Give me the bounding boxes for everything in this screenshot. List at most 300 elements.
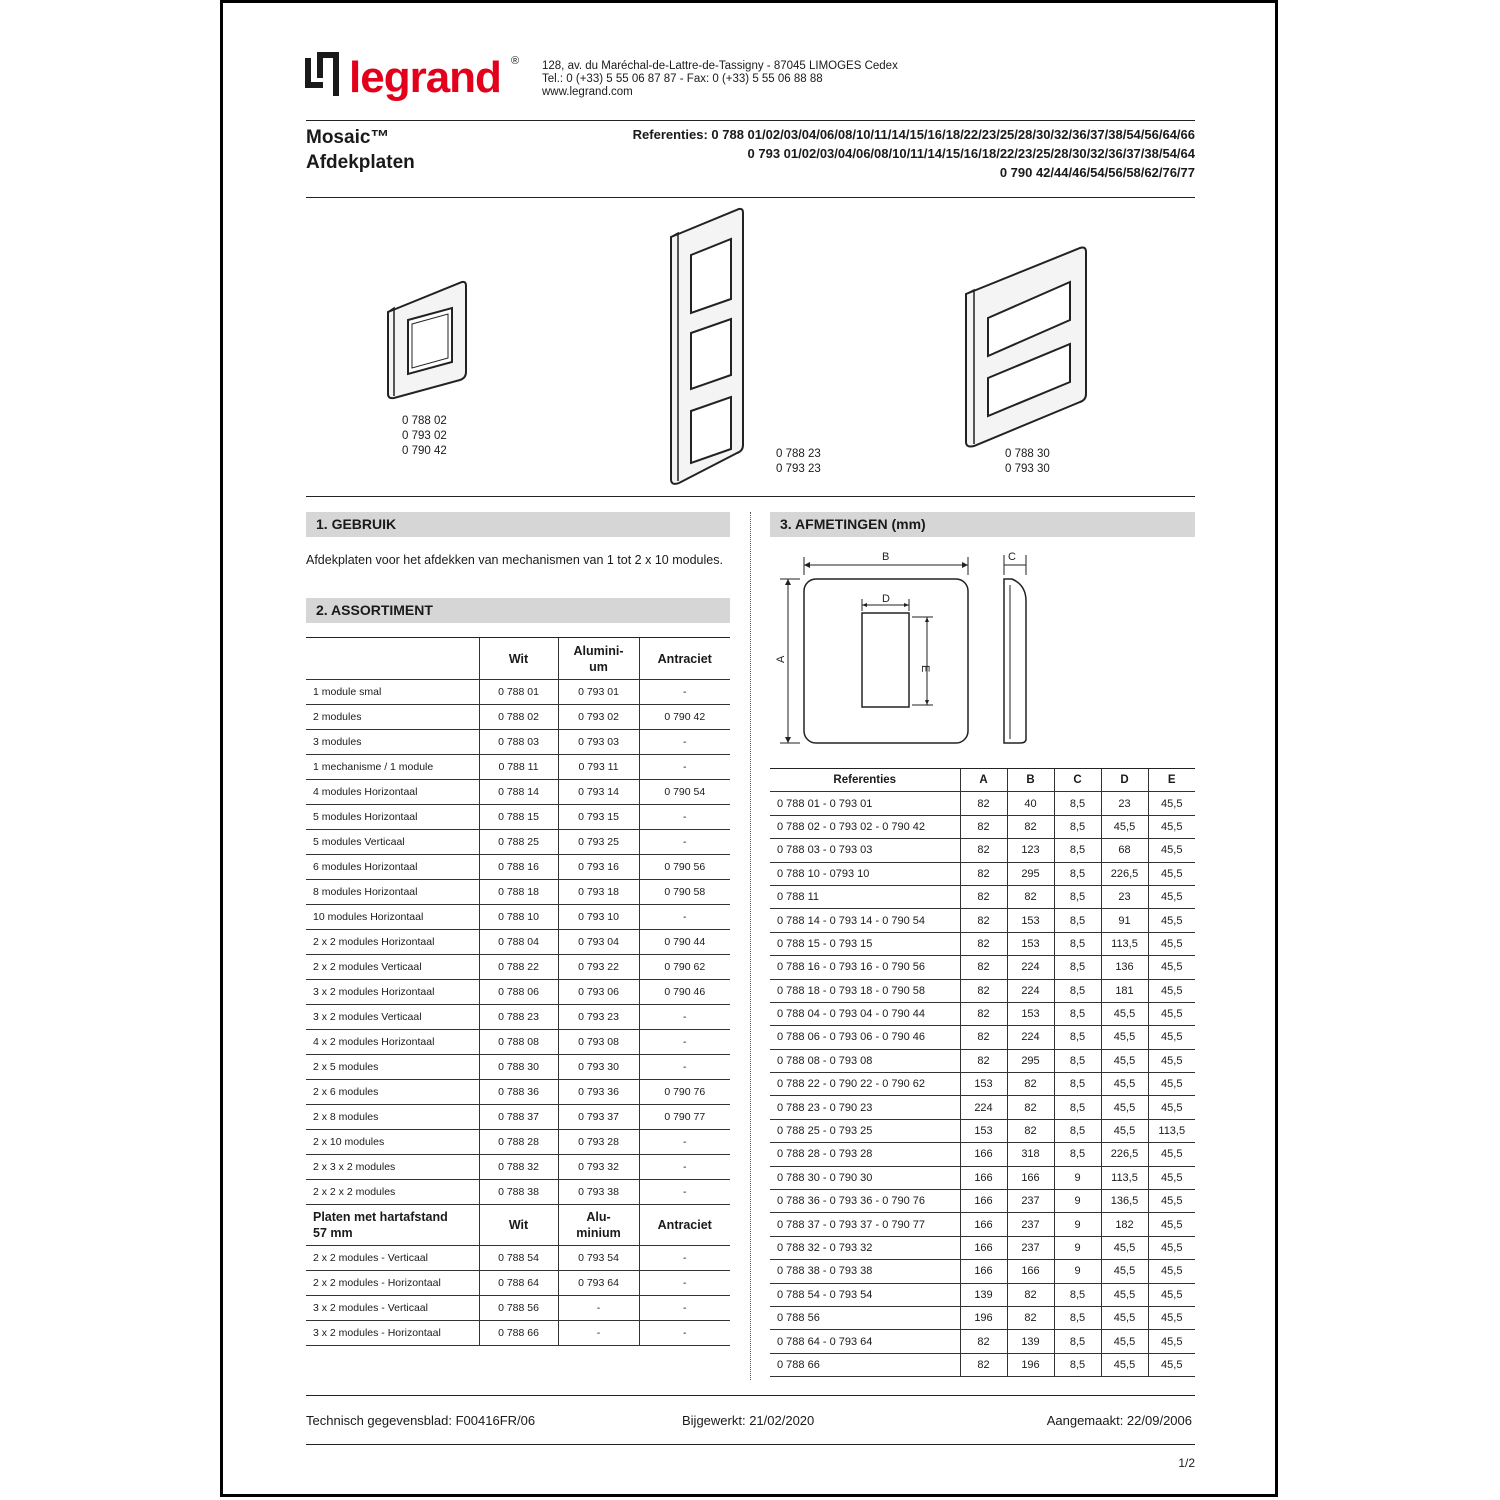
value-cell: 0 793 38 bbox=[558, 1180, 639, 1205]
value-cell: 136,5 bbox=[1101, 1190, 1148, 1213]
row-label-cell: 2 x 10 modules bbox=[306, 1130, 479, 1155]
value-cell: 45,5 bbox=[1101, 1260, 1148, 1283]
table-row bbox=[306, 1080, 730, 1105]
value-cell: 0 793 36 bbox=[558, 1080, 639, 1105]
row-label-cell: 0 788 23 - 0 790 23 bbox=[770, 1096, 960, 1119]
column-header-label: Alu-minium bbox=[576, 1210, 621, 1240]
value-cell: 45,5 bbox=[1148, 839, 1195, 862]
plate-2x5-image bbox=[962, 244, 1090, 450]
value-cell: 45,5 bbox=[1148, 1260, 1195, 1283]
value-cell: 166 bbox=[960, 1260, 1007, 1283]
row-label-cell: 2 x 2 modules Verticaal bbox=[306, 955, 479, 980]
value-cell: 166 bbox=[960, 1143, 1007, 1166]
value-cell: 82 bbox=[1007, 1283, 1054, 1306]
value-cell: 9 bbox=[1054, 1166, 1101, 1189]
row-label-cell: 2 x 2 modules - Verticaal bbox=[306, 1246, 479, 1271]
table-row bbox=[770, 1002, 1195, 1025]
value-cell: 0 793 08 bbox=[558, 1030, 639, 1055]
row-label-cell: 4 modules Horizontaal bbox=[306, 780, 479, 805]
table-row bbox=[306, 1030, 730, 1055]
value-cell: 82 bbox=[960, 862, 1007, 885]
row-label-cell: 3 x 2 modules Horizontaal bbox=[306, 980, 479, 1005]
value-cell: 182 bbox=[1101, 1213, 1148, 1236]
plate-3x2-vertical-image bbox=[665, 205, 747, 487]
value-cell: 0 788 16 bbox=[479, 855, 558, 880]
product-title: Mosaic™ bbox=[306, 127, 390, 148]
value-cell: 0 793 30 bbox=[558, 1055, 639, 1080]
table-row bbox=[306, 980, 730, 1005]
column-header: C bbox=[1054, 769, 1101, 792]
usage-text: Afdekplaten voor het afdekken van mechanismen van 1 tot 2 x 10 modules. bbox=[306, 553, 723, 567]
row-label-cell: 2 modules bbox=[306, 705, 479, 730]
value-cell: 0 793 28 bbox=[558, 1130, 639, 1155]
value-cell: 23 bbox=[1101, 792, 1148, 815]
dim-label-c: C bbox=[1008, 551, 1016, 563]
value-cell: 8,5 bbox=[1054, 839, 1101, 862]
dim-label-e: E bbox=[919, 665, 931, 673]
references-line: 0 793 01/02/03/04/06/08/10/11/14/15/16/18/22/23/25/28/30/32/36/37/38/54/64 bbox=[747, 146, 1195, 161]
value-cell: 0 788 30 bbox=[479, 1055, 558, 1080]
value-cell: 0 793 06 bbox=[558, 980, 639, 1005]
column-header: Referenties bbox=[770, 769, 960, 792]
value-cell: 8,5 bbox=[1054, 932, 1101, 955]
value-cell: 0 793 32 bbox=[558, 1155, 639, 1180]
table-row bbox=[770, 1026, 1195, 1049]
table-row bbox=[306, 1055, 730, 1080]
value-cell: - bbox=[639, 1180, 730, 1205]
column-header: E bbox=[1148, 769, 1195, 792]
column-header: A bbox=[960, 769, 1007, 792]
value-cell: - bbox=[558, 1296, 639, 1321]
value-cell: - bbox=[639, 1030, 730, 1055]
column-separator bbox=[750, 512, 751, 1380]
value-cell: 0 788 01 bbox=[479, 680, 558, 705]
row-label-cell: 0 788 02 - 0 793 02 - 0 790 42 bbox=[770, 815, 960, 838]
value-cell: 181 bbox=[1101, 979, 1148, 1002]
value-cell: - bbox=[639, 1055, 730, 1080]
value-cell: 0 788 03 bbox=[479, 730, 558, 755]
column-header: Wit bbox=[479, 1205, 558, 1246]
value-cell: 8,5 bbox=[1054, 1002, 1101, 1025]
table-row bbox=[770, 815, 1195, 838]
table-row bbox=[306, 1296, 730, 1321]
value-cell: 23 bbox=[1101, 885, 1148, 908]
value-cell: 166 bbox=[960, 1213, 1007, 1236]
value-cell: 8,5 bbox=[1054, 815, 1101, 838]
row-label-cell: 0 788 11 bbox=[770, 885, 960, 908]
value-cell: 45,5 bbox=[1148, 1002, 1195, 1025]
page-number: 1/2 bbox=[1178, 1456, 1195, 1470]
value-cell: 45,5 bbox=[1148, 1166, 1195, 1189]
value-cell: 0 788 28 bbox=[479, 1130, 558, 1155]
value-cell: 91 bbox=[1101, 909, 1148, 932]
row-label-cell: 0 788 18 - 0 793 18 - 0 790 58 bbox=[770, 979, 960, 1002]
value-cell: 0 790 42 bbox=[639, 705, 730, 730]
table-row bbox=[770, 1073, 1195, 1096]
value-cell: 45,5 bbox=[1148, 1330, 1195, 1353]
value-cell: 0 790 44 bbox=[639, 930, 730, 955]
value-cell: 0 793 18 bbox=[558, 880, 639, 905]
value-cell: 0 793 01 bbox=[558, 680, 639, 705]
assortment-table bbox=[306, 637, 730, 1346]
value-cell: 226,5 bbox=[1101, 862, 1148, 885]
value-cell: 8,5 bbox=[1054, 862, 1101, 885]
row-label-cell: 0 788 08 - 0 793 08 bbox=[770, 1049, 960, 1072]
value-cell: 0 793 54 bbox=[558, 1246, 639, 1271]
table-row bbox=[770, 1236, 1195, 1259]
divider bbox=[306, 197, 1195, 198]
value-cell: 82 bbox=[1007, 1096, 1054, 1119]
row-label-cell: 0 788 03 - 0 793 03 bbox=[770, 839, 960, 862]
table-row bbox=[770, 1213, 1195, 1236]
value-cell: 0 793 02 bbox=[558, 705, 639, 730]
value-cell: - bbox=[639, 1005, 730, 1030]
value-cell: 0 788 25 bbox=[479, 830, 558, 855]
value-cell: 8,5 bbox=[1054, 909, 1101, 932]
value-cell: 68 bbox=[1101, 839, 1148, 862]
table-row bbox=[306, 1105, 730, 1130]
row-label-cell: 0 788 30 - 0 790 30 bbox=[770, 1166, 960, 1189]
table-row bbox=[306, 1321, 730, 1346]
value-cell: 139 bbox=[960, 1283, 1007, 1306]
value-cell: - bbox=[639, 805, 730, 830]
column-header: B bbox=[1007, 769, 1054, 792]
value-cell: 196 bbox=[1007, 1353, 1054, 1376]
row-label-cell: 0 788 36 - 0 793 36 - 0 790 76 bbox=[770, 1190, 960, 1213]
product-code: 0 788 02 bbox=[402, 415, 447, 427]
value-cell: 166 bbox=[1007, 1260, 1054, 1283]
value-cell: 45,5 bbox=[1101, 1283, 1148, 1306]
value-cell: 0 788 32 bbox=[479, 1155, 558, 1180]
row-label-cell: 0 788 66 bbox=[770, 1353, 960, 1376]
value-cell: 8,5 bbox=[1054, 1283, 1101, 1306]
row-label-cell: 0 788 16 - 0 793 16 - 0 790 56 bbox=[770, 956, 960, 979]
table-row bbox=[770, 909, 1195, 932]
value-cell: 8,5 bbox=[1054, 979, 1101, 1002]
row-label-cell: 3 x 2 modules - Verticaal bbox=[306, 1296, 479, 1321]
value-cell: 0 793 16 bbox=[558, 855, 639, 880]
value-cell: 237 bbox=[1007, 1213, 1054, 1236]
value-cell: 113,5 bbox=[1101, 1166, 1148, 1189]
value-cell: 0 790 46 bbox=[639, 980, 730, 1005]
product-subtitle: Afdekplaten bbox=[306, 152, 415, 173]
row-label-cell: 0 788 56 bbox=[770, 1306, 960, 1329]
value-cell: 8,5 bbox=[1054, 1049, 1101, 1072]
table-row bbox=[770, 1143, 1195, 1166]
row-label-cell: 0 788 14 - 0 793 14 - 0 790 54 bbox=[770, 909, 960, 932]
row-label-cell: 2 x 3 x 2 modules bbox=[306, 1155, 479, 1180]
table-row bbox=[770, 1190, 1195, 1213]
row-label-cell: 3 x 2 modules Verticaal bbox=[306, 1005, 479, 1030]
value-cell: 0 788 23 bbox=[479, 1005, 558, 1030]
divider bbox=[306, 496, 1195, 497]
value-cell: 153 bbox=[1007, 1002, 1054, 1025]
value-cell: 0 793 03 bbox=[558, 730, 639, 755]
table-row bbox=[770, 932, 1195, 955]
value-cell: 0 788 10 bbox=[479, 905, 558, 930]
value-cell: 0 790 54 bbox=[639, 780, 730, 805]
row-label-cell: 2 x 8 modules bbox=[306, 1105, 479, 1130]
phone-line: Tel.: 0 (+33) 5 55 06 87 87 - Fax: 0 (+33) 5 55 06 88 88 bbox=[542, 73, 823, 85]
value-cell: - bbox=[639, 755, 730, 780]
value-cell: 82 bbox=[960, 1330, 1007, 1353]
value-cell: 82 bbox=[1007, 885, 1054, 908]
value-cell: 45,5 bbox=[1101, 1330, 1148, 1353]
row-label-cell: 6 modules Horizontaal bbox=[306, 855, 479, 880]
value-cell: 196 bbox=[960, 1306, 1007, 1329]
table-row bbox=[306, 705, 730, 730]
value-cell: 0 788 08 bbox=[479, 1030, 558, 1055]
footer-sheet-number: Technisch gegevensblad: F00416FR/06 bbox=[306, 1413, 536, 1428]
svg-text:®: ® bbox=[511, 55, 520, 67]
value-cell: 224 bbox=[960, 1096, 1007, 1119]
value-cell: 0 793 04 bbox=[558, 930, 639, 955]
value-cell: 0 793 14 bbox=[558, 780, 639, 805]
dim-label-a: A bbox=[775, 655, 787, 663]
table-row bbox=[770, 1119, 1195, 1142]
value-cell: 0 788 02 bbox=[479, 705, 558, 730]
value-cell: 166 bbox=[960, 1166, 1007, 1189]
value-cell: 8,5 bbox=[1054, 1306, 1101, 1329]
row-label-cell: 0 788 32 - 0 793 32 bbox=[770, 1236, 960, 1259]
table-row bbox=[306, 880, 730, 905]
value-cell: 224 bbox=[1007, 1026, 1054, 1049]
value-cell: 139 bbox=[1007, 1330, 1054, 1353]
column-header bbox=[306, 1205, 479, 1246]
column-header bbox=[558, 638, 639, 680]
table-row bbox=[770, 979, 1195, 1002]
value-cell: 82 bbox=[960, 839, 1007, 862]
product-code: 0 793 23 bbox=[776, 463, 821, 475]
row-label-cell: 1 module smal bbox=[306, 680, 479, 705]
value-cell: 82 bbox=[960, 1002, 1007, 1025]
dim-label-d: D bbox=[882, 593, 890, 605]
value-cell: 8,5 bbox=[1054, 1353, 1101, 1376]
row-label-cell: 10 modules Horizontaal bbox=[306, 905, 479, 930]
row-label-cell: 0 788 64 - 0 793 64 bbox=[770, 1330, 960, 1353]
value-cell: 0 790 58 bbox=[639, 880, 730, 905]
value-cell: 0 788 38 bbox=[479, 1180, 558, 1205]
value-cell: 45,5 bbox=[1101, 1119, 1148, 1142]
value-cell: 82 bbox=[960, 956, 1007, 979]
value-cell: - bbox=[639, 1155, 730, 1180]
value-cell: 8,5 bbox=[1054, 885, 1101, 908]
table-row bbox=[770, 1096, 1195, 1119]
value-cell: 9 bbox=[1054, 1213, 1101, 1236]
value-cell: 0 788 18 bbox=[479, 880, 558, 905]
value-cell: 82 bbox=[960, 1049, 1007, 1072]
legrand-logo bbox=[305, 52, 523, 106]
row-label-cell: 0 788 25 - 0 793 25 bbox=[770, 1119, 960, 1142]
value-cell: 45,5 bbox=[1148, 862, 1195, 885]
row-label-cell: 0 788 37 - 0 793 37 - 0 790 77 bbox=[770, 1213, 960, 1236]
table-row bbox=[770, 792, 1195, 815]
dimension-drawing bbox=[770, 545, 1070, 755]
value-cell: 45,5 bbox=[1148, 1049, 1195, 1072]
value-cell: 8,5 bbox=[1054, 1073, 1101, 1096]
value-cell: 224 bbox=[1007, 979, 1054, 1002]
value-cell: 123 bbox=[1007, 839, 1054, 862]
value-cell: 45,5 bbox=[1148, 1353, 1195, 1376]
value-cell: 0 788 36 bbox=[479, 1080, 558, 1105]
table-row bbox=[770, 956, 1195, 979]
value-cell: - bbox=[639, 680, 730, 705]
value-cell: 82 bbox=[1007, 815, 1054, 838]
value-cell: 82 bbox=[1007, 1306, 1054, 1329]
table-row bbox=[306, 830, 730, 855]
footer-created: Aangemaakt: 22/09/2006 bbox=[1046, 1413, 1192, 1428]
column-header bbox=[306, 638, 479, 680]
row-label-cell: 2 x 2 modules - Horizontaal bbox=[306, 1271, 479, 1296]
row-label-cell: 0 788 10 - 0793 10 bbox=[770, 862, 960, 885]
value-cell: 82 bbox=[960, 932, 1007, 955]
value-cell: 9 bbox=[1054, 1260, 1101, 1283]
value-cell: 45,5 bbox=[1148, 1026, 1195, 1049]
value-cell: 0 793 64 bbox=[558, 1271, 639, 1296]
table-row bbox=[770, 1353, 1195, 1376]
plate-2-modules-image bbox=[382, 278, 468, 402]
row-label-cell: 0 788 28 - 0 793 28 bbox=[770, 1143, 960, 1166]
value-cell: - bbox=[639, 905, 730, 930]
value-cell: 153 bbox=[960, 1073, 1007, 1096]
value-cell: 45,5 bbox=[1101, 1096, 1148, 1119]
table-row bbox=[770, 1049, 1195, 1072]
value-cell: 0 793 10 bbox=[558, 905, 639, 930]
row-label-cell: 0 788 38 - 0 793 38 bbox=[770, 1260, 960, 1283]
value-cell: 153 bbox=[960, 1119, 1007, 1142]
table-row bbox=[770, 885, 1195, 908]
column-header-label: Platen met hartafstand 57 mm bbox=[313, 1210, 448, 1240]
table-row bbox=[770, 1306, 1195, 1329]
value-cell: 0 788 14 bbox=[479, 780, 558, 805]
value-cell: 0 793 25 bbox=[558, 830, 639, 855]
table-row bbox=[770, 862, 1195, 885]
table-row bbox=[306, 730, 730, 755]
value-cell: - bbox=[639, 830, 730, 855]
value-cell: 8,5 bbox=[1054, 1143, 1101, 1166]
table-row bbox=[306, 780, 730, 805]
table-row bbox=[306, 855, 730, 880]
value-cell: 9 bbox=[1054, 1190, 1101, 1213]
section-header-usage: 1. GEBRUIK bbox=[306, 512, 730, 537]
value-cell: 237 bbox=[1007, 1236, 1054, 1259]
value-cell: 82 bbox=[960, 909, 1007, 932]
row-label-cell: 5 modules Verticaal bbox=[306, 830, 479, 855]
row-label-cell: 0 788 22 - 0 790 22 - 0 790 62 bbox=[770, 1073, 960, 1096]
row-label-cell: 1 mechanisme / 1 module bbox=[306, 755, 479, 780]
value-cell: 0 788 04 bbox=[479, 930, 558, 955]
row-label-cell: 0 788 06 - 0 793 06 - 0 790 46 bbox=[770, 1026, 960, 1049]
row-label-cell: 3 x 2 modules - Horizontaal bbox=[306, 1321, 479, 1346]
value-cell: 153 bbox=[1007, 909, 1054, 932]
value-cell: 166 bbox=[960, 1236, 1007, 1259]
value-cell: 45,5 bbox=[1148, 1236, 1195, 1259]
table-row bbox=[306, 755, 730, 780]
value-cell: 0 788 06 bbox=[479, 980, 558, 1005]
value-cell: - bbox=[558, 1321, 639, 1346]
references-line: Referenties: 0 788 01/02/03/04/06/08/10/11/14/15/16/18/22/23/25/28/30/32/36/37/38/54/56/64/66 bbox=[632, 127, 1195, 142]
value-cell: 0 793 37 bbox=[558, 1105, 639, 1130]
dimensions-table bbox=[770, 768, 1195, 1377]
product-code: 0 793 02 bbox=[402, 430, 447, 442]
value-cell: 82 bbox=[960, 815, 1007, 838]
value-cell: 9 bbox=[1054, 1236, 1101, 1259]
divider bbox=[306, 120, 1195, 121]
value-cell: 153 bbox=[1007, 932, 1054, 955]
value-cell: 8,5 bbox=[1054, 792, 1101, 815]
table-row bbox=[306, 1180, 730, 1205]
table-row bbox=[306, 955, 730, 980]
references-line: 0 790 42/44/46/54/56/58/62/76/77 bbox=[999, 165, 1195, 180]
dim-label-b: B bbox=[882, 551, 890, 563]
table-row bbox=[770, 1283, 1195, 1306]
section-header-dimensions: 3. AFMETINGEN (mm) bbox=[770, 512, 1195, 537]
value-cell: 0 788 11 bbox=[479, 755, 558, 780]
value-cell: 0 790 77 bbox=[639, 1105, 730, 1130]
value-cell: 82 bbox=[960, 979, 1007, 1002]
row-label-cell: 0 788 54 - 0 793 54 bbox=[770, 1283, 960, 1306]
value-cell: 166 bbox=[1007, 1166, 1054, 1189]
value-cell: - bbox=[639, 1246, 730, 1271]
column-header bbox=[558, 1205, 639, 1246]
column-header: Wit bbox=[479, 638, 558, 680]
column-header-label: Alumini-um bbox=[573, 643, 624, 674]
table-row bbox=[306, 805, 730, 830]
value-cell: 0 788 66 bbox=[479, 1321, 558, 1346]
row-label-cell: 2 x 5 modules bbox=[306, 1055, 479, 1080]
table-row bbox=[306, 1005, 730, 1030]
value-cell: 8,5 bbox=[1054, 1330, 1101, 1353]
value-cell: 45,5 bbox=[1101, 1353, 1148, 1376]
row-label-cell: 2 x 2 x 2 modules bbox=[306, 1180, 479, 1205]
value-cell: 0 790 56 bbox=[639, 855, 730, 880]
table-row bbox=[306, 1155, 730, 1180]
product-code: 0 790 42 bbox=[402, 445, 447, 457]
table-row bbox=[306, 1271, 730, 1296]
divider bbox=[306, 1444, 1195, 1445]
value-cell: 0 788 64 bbox=[479, 1271, 558, 1296]
value-cell: 82 bbox=[960, 1353, 1007, 1376]
value-cell: 0 788 15 bbox=[479, 805, 558, 830]
value-cell: 82 bbox=[960, 792, 1007, 815]
value-cell: 0 793 11 bbox=[558, 755, 639, 780]
value-cell: 166 bbox=[960, 1190, 1007, 1213]
value-cell: 113,5 bbox=[1101, 932, 1148, 955]
value-cell: 45,5 bbox=[1148, 956, 1195, 979]
logo-wordmark: legrand bbox=[349, 53, 501, 102]
value-cell: 45,5 bbox=[1148, 1306, 1195, 1329]
value-cell: 8,5 bbox=[1054, 1026, 1101, 1049]
value-cell: 45,5 bbox=[1148, 1073, 1195, 1096]
value-cell: 82 bbox=[960, 1026, 1007, 1049]
value-cell: 295 bbox=[1007, 1049, 1054, 1072]
value-cell: 45,5 bbox=[1148, 1190, 1195, 1213]
value-cell: 0 790 62 bbox=[639, 955, 730, 980]
table-row bbox=[306, 680, 730, 705]
value-cell: 45,5 bbox=[1101, 1073, 1148, 1096]
row-label-cell: 0 788 15 - 0 793 15 bbox=[770, 932, 960, 955]
value-cell: 40 bbox=[1007, 792, 1054, 815]
column-header: D bbox=[1101, 769, 1148, 792]
table-row bbox=[306, 905, 730, 930]
table-row bbox=[306, 1130, 730, 1155]
product-code: 0 788 30 bbox=[1005, 448, 1050, 460]
table-row bbox=[770, 1166, 1195, 1189]
value-cell: 45,5 bbox=[1148, 815, 1195, 838]
value-cell: 0 793 23 bbox=[558, 1005, 639, 1030]
value-cell: 45,5 bbox=[1148, 909, 1195, 932]
value-cell: - bbox=[639, 1130, 730, 1155]
